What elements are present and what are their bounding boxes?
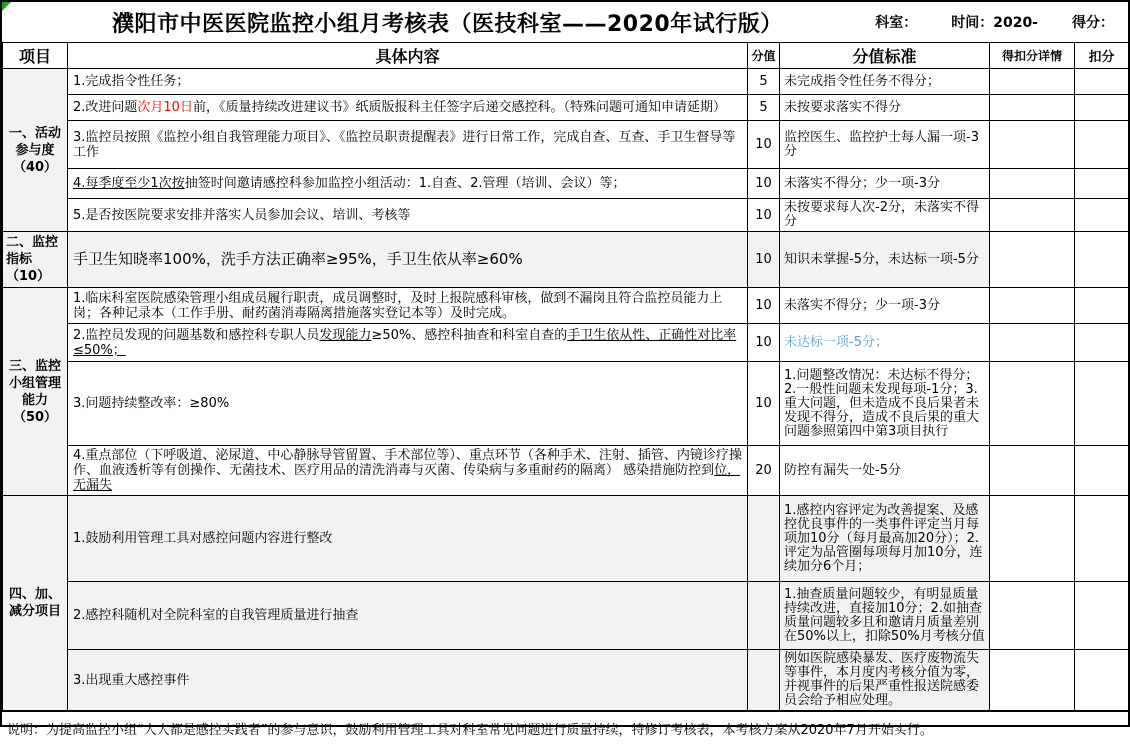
text-segment: 监控医生、监控护士每人漏一项-3分 (784, 129, 979, 159)
standard-cell (780, 650, 990, 711)
text-segment: 1.鼓励利用管理工具对感控问题内容进行整改 (73, 531, 333, 546)
deduction-input-cell[interactable] (1075, 169, 1129, 199)
content-cell (68, 288, 748, 324)
content-cell (68, 324, 748, 362)
detail-input-cell[interactable] (990, 582, 1075, 650)
text-segment: 1.抽查质量问题较少，有明显质量持续改进，直接加10分；2.如抽查质量问题较多且和邀请月质量差别在50%以上，扣除50%月考核分值 (784, 586, 985, 644)
deduction-input-cell[interactable] (1075, 324, 1129, 362)
score-field[interactable]: 得分： (1072, 15, 1114, 31)
deduction-input-cell[interactable] (1075, 288, 1129, 324)
col-header-deduct: 扣分 (1075, 43, 1129, 69)
footer-note: 说明：为提高监控小组“人人都是感控实践者”的参与意识，鼓励利用管理工具对科室常见问题进行质量持续，特修订考核表，本考核方案从2020年7月开始实行。 (2, 711, 1128, 751)
col-header-content: 具体内容 (68, 43, 748, 69)
content-cell (68, 650, 748, 711)
table-row (3, 121, 1129, 169)
text-segment: 3.出现重大感控事件 (73, 672, 190, 688)
text-segment: 未落实不得分；少一项-3分 (784, 175, 940, 191)
standard-cell (780, 496, 990, 582)
table-row (3, 169, 1129, 199)
text-segment: 3.问题持续整改率：≥80% (73, 396, 230, 411)
detail-input-cell[interactable] (990, 232, 1075, 288)
text-segment: 1.问题整改情况：未达标不得分；2.一般性问题未发现每项-1分；3.重大问题，但未造成不良后果者未发现不得分，造成不良后果的重大问题参照第四中第3项目执行 (784, 367, 980, 439)
text-segment: ≥50%、感控科抽查和科室自查的 (371, 327, 568, 343)
col-header-standard: 分值标准 (780, 43, 990, 69)
text-segment: 抽签时间邀请感控科参加监控小组活动：1.自查、2.管理（培训、会议）等； (184, 176, 626, 191)
standard-cell (780, 95, 990, 121)
score-cell (748, 650, 780, 711)
text-segment: 1.感控内容评定为改善提案、及感控优良事件的一类事件评定当月每项加10分（每月最高加20分）；2.评定为品管圈每项每月加10分，连续加分6个月； (784, 502, 983, 574)
deduction-input-cell[interactable] (1075, 69, 1129, 95)
content-cell (68, 446, 748, 496)
content-cell (68, 69, 748, 95)
text-segment: 知识未掌握-5分，未达标一项-5分 (784, 251, 979, 267)
standard-cell (780, 362, 990, 446)
deduction-input-cell[interactable] (1075, 650, 1129, 711)
standard-cell (780, 199, 990, 232)
deduction-input-cell[interactable] (1075, 446, 1129, 496)
deduction-input-cell[interactable] (1075, 496, 1129, 582)
deduction-input-cell[interactable] (1075, 121, 1129, 169)
standard-cell (780, 121, 990, 169)
col-header-detail: 得扣分详情 (990, 43, 1075, 69)
col-header-project: 项目 (3, 43, 68, 69)
section-label: 一、活动参与度（40） (3, 69, 68, 232)
detail-input-cell[interactable] (990, 446, 1075, 496)
detail-input-cell[interactable] (990, 324, 1075, 362)
deduction-input-cell[interactable] (1075, 95, 1129, 121)
deduction-input-cell[interactable] (1075, 199, 1129, 232)
score-cell: 5 (748, 95, 780, 121)
table-row (3, 69, 1129, 95)
text-segment: 未按要求落实不得分 (784, 99, 902, 115)
text-segment: 1.临床科室医院感染管理小组成员履行职责，成员调整时，及时上报院感科审核，做到不漏岗且符合监控员能力上岗；各种记录本（工作手册、耐药菌消毒隔离措施落实登记本等）及时完成。 (73, 290, 723, 321)
table-row (3, 582, 1129, 650)
table-row (3, 324, 1129, 362)
table-row (3, 650, 1129, 711)
detail-input-cell[interactable] (990, 69, 1075, 95)
standard-cell (780, 288, 990, 324)
text-segment: 未按要求每人次-2分，未落实不得分 (784, 200, 979, 229)
table-row (3, 199, 1129, 232)
standard-cell (780, 232, 990, 288)
section-label: 三、监控小组管理能力（50） (3, 288, 68, 496)
title-bar (2, 2, 1128, 42)
content-cell (68, 232, 748, 288)
score-cell (748, 496, 780, 582)
text-segment: 2.感控科随机对全院科室的自我管理质量进行抽查 (73, 608, 359, 623)
deduction-input-cell[interactable] (1075, 362, 1129, 446)
table-row (3, 232, 1129, 288)
score-cell: 10 (748, 324, 780, 362)
text-segment: 防控有漏失一处-5分 (784, 462, 901, 478)
spreadsheet-corner-marker-icon (2, 2, 11, 11)
score-cell: 10 (748, 232, 780, 288)
text-segment: 位，无漏失 (73, 463, 741, 493)
detail-input-cell[interactable] (990, 650, 1075, 711)
title-fields (875, 12, 1114, 32)
text-segment: 手卫生依从性、正确性对比率≤50%； (73, 327, 737, 358)
standard-cell (780, 446, 990, 496)
deduction-input-cell[interactable] (1075, 232, 1129, 288)
assessment-table (2, 42, 1129, 711)
table-row (3, 446, 1129, 496)
content-cell (68, 582, 748, 650)
content-cell (68, 496, 748, 582)
score-cell: 10 (748, 288, 780, 324)
text-segment: 4.每季度至少1次按 (73, 176, 185, 191)
detail-input-cell[interactable] (990, 496, 1075, 582)
detail-input-cell[interactable] (990, 169, 1075, 199)
standard-cell (780, 324, 990, 362)
table-header-row (3, 43, 1129, 69)
detail-input-cell[interactable] (990, 288, 1075, 324)
detail-input-cell[interactable] (990, 121, 1075, 169)
text-segment: 手卫生知晓率100%，洗手方法正确率≥95%，手卫生依从率≥60% (73, 250, 523, 268)
detail-input-cell[interactable] (990, 95, 1075, 121)
score-cell: 10 (748, 169, 780, 199)
detail-input-cell[interactable] (990, 199, 1075, 232)
score-cell (748, 582, 780, 650)
time-field[interactable]: 时间：2020- (951, 15, 1038, 31)
standard-cell (780, 69, 990, 95)
text-segment: 2.改进问题 (73, 100, 138, 115)
text-segment: 5.是否按医院要求安排并落实人员参加会议、培训、考核等 (73, 207, 411, 223)
table-row (3, 288, 1129, 324)
col-header-score: 分值 (748, 43, 780, 69)
text-segment: 次月10日 (137, 100, 193, 115)
table-row (3, 95, 1129, 121)
text-segment: 2.监控员发现的问题基数和感控科专职人员 (73, 327, 320, 343)
text-segment: 未达标一项-5分； (784, 334, 888, 350)
detail-input-cell[interactable] (990, 362, 1075, 446)
deduction-input-cell[interactable] (1075, 582, 1129, 650)
score-cell: 5 (748, 69, 780, 95)
text-segment: 发现能力 (319, 327, 372, 343)
table-row (3, 496, 1129, 582)
standard-cell (780, 169, 990, 199)
text-segment: 未完成指令性任务不得分； (784, 73, 941, 89)
text-segment: 1.完成指令性任务； (73, 74, 190, 89)
page-title: 濮阳市中医医院监控小组月考核表（医技科室——2020年试行版） (112, 11, 783, 37)
content-cell (68, 169, 748, 199)
score-cell: 20 (748, 446, 780, 496)
text-segment: 4.重点部位（下呼吸道、泌尿道、中心静脉导管留置、手术部位等）、重点环节（各种手术、注射、插管、内镜诊疗操作、血液透析等有创操作、无菌技术、医疗用品的清洗消毒与灭菌、传染病与多重耐药的隔离） 感染措施防控到 (73, 448, 742, 478)
text-segment: 未落实不得分；少一项-3分 (784, 297, 940, 313)
score-cell: 10 (748, 199, 780, 232)
content-cell (68, 199, 748, 232)
score-cell: 10 (748, 362, 780, 446)
table-row (3, 362, 1129, 446)
section-label: 四、加、减分项目 (3, 496, 68, 711)
section-label: 二、监控指标（10） (3, 232, 68, 288)
department-field[interactable]: 科室： (875, 15, 918, 31)
content-cell (68, 95, 748, 121)
score-cell: 10 (748, 121, 780, 169)
content-cell (68, 362, 748, 446)
text-segment: 3.监控员按照《监控小组自我管理能力项目》、《监控员职责提醒表》进行日常工作，完成自查、互查、手卫生督导等工作 (73, 129, 736, 160)
standard-cell (780, 582, 990, 650)
content-cell (68, 121, 748, 169)
text-segment: 例如医院感染暴发、医疗废物流失等事件，本月度内考核分值为零，并视事件的后果严重性报送院感委员会给予相应处理。 (784, 651, 980, 708)
text-segment: 前，《质量持续改进建议书》纸质版报科主任签字后递交感控科。（特殊问题可通知申请延期） (192, 100, 726, 115)
